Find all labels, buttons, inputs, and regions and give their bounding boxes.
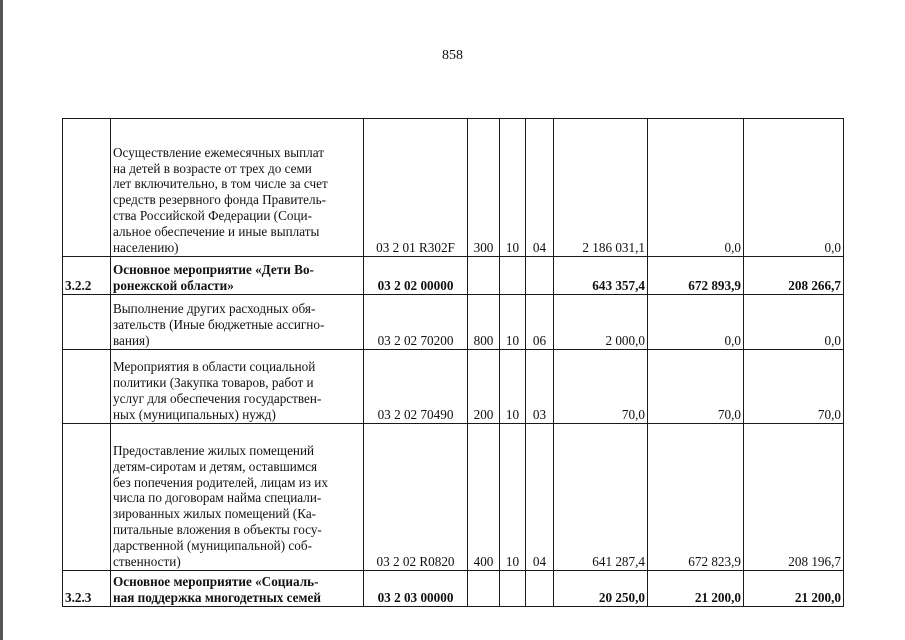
amount-year-1: 2 000,0 bbox=[554, 295, 648, 350]
budget-code: 03 2 02 70200 bbox=[364, 295, 468, 350]
description-line: Мероприятия в области социальной bbox=[113, 359, 316, 375]
description-line: средств резервного фонда Правитель- bbox=[113, 192, 327, 208]
budget-table bbox=[62, 118, 844, 607]
budget-code: 03 2 03 00000 bbox=[364, 571, 468, 607]
subsection-code: 04 bbox=[526, 119, 554, 257]
budget-code: 03 2 01 R302F bbox=[364, 119, 468, 257]
expense-type: 400 bbox=[468, 424, 500, 571]
row-number bbox=[63, 119, 111, 257]
page-number: 858 bbox=[442, 48, 463, 63]
amount-year-1: 70,0 bbox=[554, 350, 648, 424]
row-number bbox=[63, 295, 111, 350]
row-number: 3.2.3 bbox=[63, 571, 111, 607]
expense-type bbox=[468, 571, 500, 607]
budget-code: 03 2 02 00000 bbox=[364, 257, 468, 295]
description-line: Осуществление ежемесячных выплат bbox=[113, 144, 325, 160]
expense-type: 200 bbox=[468, 350, 500, 424]
row-description bbox=[111, 119, 364, 257]
amount-year-2: 672 893,9 bbox=[648, 257, 744, 295]
description-line: Основное мероприятие «Социаль- bbox=[113, 574, 319, 590]
description-line: лет включительно, в том числе за счет bbox=[113, 176, 328, 192]
description-line: зательств (Иные бюджетные ассигно- bbox=[113, 317, 325, 333]
row-number bbox=[63, 350, 111, 424]
description-line: дарственной (муниципальной) соб- bbox=[113, 538, 312, 554]
subsection-code bbox=[526, 257, 554, 295]
description-line: услуг для обеспечения государствен- bbox=[113, 391, 322, 407]
description-line: ственности) bbox=[113, 554, 181, 570]
description-line: без попечения родителей, лицам из их bbox=[113, 474, 328, 490]
section-code: 10 bbox=[500, 295, 526, 350]
section-code: 10 bbox=[500, 424, 526, 571]
expense-type: 300 bbox=[468, 119, 500, 257]
description-line: питальные вложения в объекты госу- bbox=[113, 522, 322, 538]
budget-code: 03 2 02 70490 bbox=[364, 350, 468, 424]
description-line: Выполнение других расходных обя- bbox=[113, 301, 316, 317]
subsection-code: 04 bbox=[526, 424, 554, 571]
description-line: альное обеспечение и иные выплаты bbox=[113, 224, 320, 240]
amount-year-3: 0,0 bbox=[744, 119, 844, 257]
description-line: ронежской области» bbox=[113, 278, 234, 294]
row-number: 3.2.2 bbox=[63, 257, 111, 295]
amount-year-3: 208 196,7 bbox=[744, 424, 844, 571]
description-line: ных (муниципальных) нужд) bbox=[113, 407, 276, 423]
row-description bbox=[111, 571, 364, 607]
table-row bbox=[63, 571, 844, 607]
description-line: ная поддержка многодетных семей bbox=[113, 590, 321, 606]
row-description bbox=[111, 350, 364, 424]
budget-code: 03 2 02 R0820 bbox=[364, 424, 468, 571]
amount-year-2: 672 823,9 bbox=[648, 424, 744, 571]
expense-type bbox=[468, 257, 500, 295]
row-description bbox=[111, 424, 364, 571]
section-code bbox=[500, 571, 526, 607]
section-code: 10 bbox=[500, 350, 526, 424]
amount-year-2: 0,0 bbox=[648, 119, 744, 257]
table-row bbox=[63, 350, 844, 424]
table-row bbox=[63, 119, 844, 257]
amount-year-2: 21 200,0 bbox=[648, 571, 744, 607]
description-line: политики (Закупка товаров, работ и bbox=[113, 375, 314, 391]
amount-year-3: 70,0 bbox=[744, 350, 844, 424]
amount-year-3: 0,0 bbox=[744, 295, 844, 350]
amount-year-3: 208 266,7 bbox=[744, 257, 844, 295]
amount-year-1: 20 250,0 bbox=[554, 571, 648, 607]
expense-type: 800 bbox=[468, 295, 500, 350]
amount-year-1: 643 357,4 bbox=[554, 257, 648, 295]
amount-year-2: 0,0 bbox=[648, 295, 744, 350]
subsection-code: 03 bbox=[526, 350, 554, 424]
subsection-code: 06 bbox=[526, 295, 554, 350]
amount-year-1: 2 186 031,1 bbox=[554, 119, 648, 257]
description-line: числа по договорам найма специали- bbox=[113, 490, 322, 506]
table-row bbox=[63, 295, 844, 350]
description-line: детям-сиротам и детям, оставшимся bbox=[113, 458, 318, 474]
amount-year-3: 21 200,0 bbox=[744, 571, 844, 607]
scan-left-edge bbox=[0, 0, 3, 640]
description-line: вания) bbox=[113, 333, 150, 349]
description-line: Основное мероприятие «Дети Во- bbox=[113, 262, 314, 278]
section-code: 10 bbox=[500, 119, 526, 257]
amount-year-1: 641 287,4 bbox=[554, 424, 648, 571]
row-description bbox=[111, 295, 364, 350]
description-line: на детей в возрасте от трех до семи bbox=[113, 160, 312, 176]
row-description bbox=[111, 257, 364, 295]
subsection-code bbox=[526, 571, 554, 607]
description-line: зированных жилых помещений (Ка- bbox=[113, 506, 317, 522]
table-row bbox=[63, 257, 844, 295]
section-code bbox=[500, 257, 526, 295]
row-number bbox=[63, 424, 111, 571]
description-line: населению) bbox=[113, 240, 179, 256]
table-row bbox=[63, 424, 844, 571]
budget-table-body bbox=[63, 119, 844, 607]
description-line: ства Российской Федерации (Соци- bbox=[113, 208, 312, 224]
description-line: Предоставление жилых помещений bbox=[113, 442, 315, 458]
amount-year-2: 70,0 bbox=[648, 350, 744, 424]
